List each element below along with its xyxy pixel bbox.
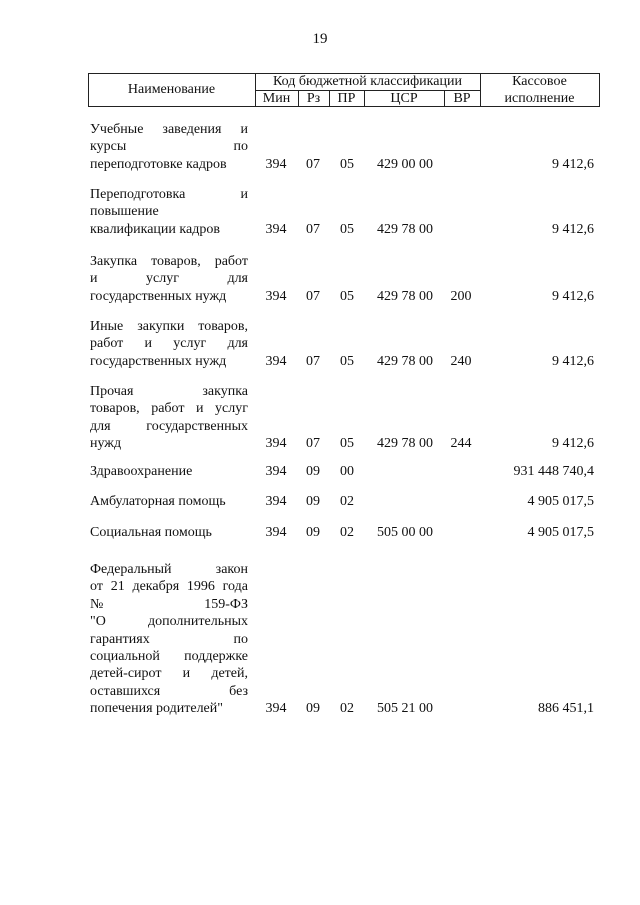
row-amount: 9 412,6 xyxy=(552,156,594,172)
row-name xyxy=(90,383,248,453)
row-name xyxy=(90,186,248,238)
row-name xyxy=(90,493,248,510)
row-rz: 07 xyxy=(306,221,320,237)
row-csr: 429 78 00 xyxy=(377,353,433,369)
row-name-line: Федеральный закон xyxy=(90,562,248,577)
row-min: 394 xyxy=(265,221,287,237)
row-min: 394 xyxy=(265,701,287,717)
row-amount: 4 905 017,5 xyxy=(527,494,594,509)
row-name-line: гарантиях по xyxy=(90,631,248,647)
row-pr: 05 xyxy=(340,156,354,172)
header-execution-line1: Кассовое xyxy=(512,74,567,89)
row-vr: 240 xyxy=(450,353,472,369)
row-min: 394 xyxy=(265,464,287,479)
row-name-line: нужд xyxy=(90,436,122,452)
row-name-line: повышение xyxy=(90,204,159,220)
header-vr: ВР xyxy=(453,91,471,106)
row-rz: 07 xyxy=(306,353,320,369)
row-name-line: социальной поддержке xyxy=(90,649,248,665)
page-number: 19 xyxy=(312,31,328,47)
row-name-line: государственных нужд xyxy=(90,288,227,304)
row-amount: 886 451,1 xyxy=(538,701,594,717)
row-csr: 505 21 00 xyxy=(377,701,433,717)
row-name-line: оставшихся без xyxy=(90,683,248,699)
row-name-line: попечения родителей" xyxy=(90,701,223,717)
row-name-line: Прочая закупка xyxy=(90,384,248,399)
row-rz: 07 xyxy=(306,156,320,172)
row-name-line: Учебные заведения и xyxy=(90,122,248,137)
row-rz: 09 xyxy=(306,701,320,717)
row-pr: 05 xyxy=(340,353,354,369)
row-csr: 429 78 00 xyxy=(377,221,433,237)
row-rz: 09 xyxy=(306,464,320,479)
row-name xyxy=(90,318,248,370)
row-name-line: "О дополнительных xyxy=(90,614,248,630)
row-pr: 05 xyxy=(340,436,354,452)
header-execution-line2: исполнение xyxy=(504,91,575,106)
row-name-line: от 21 декабря 1996 года xyxy=(90,579,248,595)
row-pr: 02 xyxy=(340,494,354,509)
row-name-line: № 159-ФЗ xyxy=(90,596,248,612)
row-name-line: переподготовке кадров xyxy=(90,156,227,172)
row-pr: 00 xyxy=(340,464,354,479)
row-name-line: курсы по xyxy=(90,139,248,155)
row-name-line: для государственных xyxy=(90,418,248,434)
row-pr: 02 xyxy=(340,525,354,540)
row-amount: 9 412,6 xyxy=(552,288,594,304)
row-name-line: квалификации кадров xyxy=(90,221,220,237)
row-amount: 9 412,6 xyxy=(552,353,594,369)
row-min: 394 xyxy=(265,288,287,304)
row-name xyxy=(90,253,248,305)
row-name-line: работ и услуг для xyxy=(90,336,248,352)
row-name xyxy=(90,524,248,541)
row-rz: 09 xyxy=(306,525,320,540)
row-amount: 4 905 017,5 xyxy=(527,525,594,540)
row-pr: 05 xyxy=(340,221,354,237)
row-min: 394 xyxy=(265,353,287,369)
row-min: 394 xyxy=(265,436,287,452)
row-name xyxy=(90,561,248,718)
row-rz: 09 xyxy=(306,494,320,509)
row-name-line: Переподготовка и xyxy=(90,187,248,202)
row-min: 394 xyxy=(265,156,287,172)
header-rz: Рз xyxy=(306,91,321,106)
row-name-line: государственных нужд xyxy=(90,353,227,369)
row-name-line: и услуг для xyxy=(90,271,248,287)
header-budget-code: Код бюджетной классификации xyxy=(273,74,462,89)
row-name-line: Иные закупки товаров, xyxy=(90,319,248,334)
row-csr: 429 78 00 xyxy=(377,288,433,304)
row-vr: 200 xyxy=(450,288,472,304)
header-min: Мин xyxy=(262,91,291,106)
row-pr: 02 xyxy=(340,701,354,717)
row-name xyxy=(90,121,248,173)
row-rz: 07 xyxy=(306,288,320,304)
row-csr: 429 00 00 xyxy=(377,156,433,172)
row-csr: 505 00 00 xyxy=(377,525,433,540)
row-name-line: товаров, работ и услуг xyxy=(90,401,248,417)
row-amount: 9 412,6 xyxy=(552,436,594,452)
row-min: 394 xyxy=(265,494,287,509)
row-vr: 244 xyxy=(450,436,472,452)
header-name-column: Наименование xyxy=(127,82,216,97)
row-rz: 07 xyxy=(306,436,320,452)
header-pr: ПР xyxy=(337,91,356,106)
row-amount: 931 448 740,4 xyxy=(513,464,594,479)
row-name-line: Социальная помощь xyxy=(90,525,212,540)
row-name-line: Здравоохранение xyxy=(90,464,193,479)
row-amount: 9 412,6 xyxy=(552,221,594,237)
row-name-line: Амбулаторная помощь xyxy=(90,494,226,509)
row-name-line: детей-сирот и детей, xyxy=(90,666,248,682)
row-min: 394 xyxy=(265,525,287,540)
row-name xyxy=(90,463,248,480)
row-name-line: Закупка товаров, работ xyxy=(90,254,248,269)
header-csr: ЦСР xyxy=(390,91,418,106)
row-pr: 05 xyxy=(340,288,354,304)
row-csr: 429 78 00 xyxy=(377,436,433,452)
